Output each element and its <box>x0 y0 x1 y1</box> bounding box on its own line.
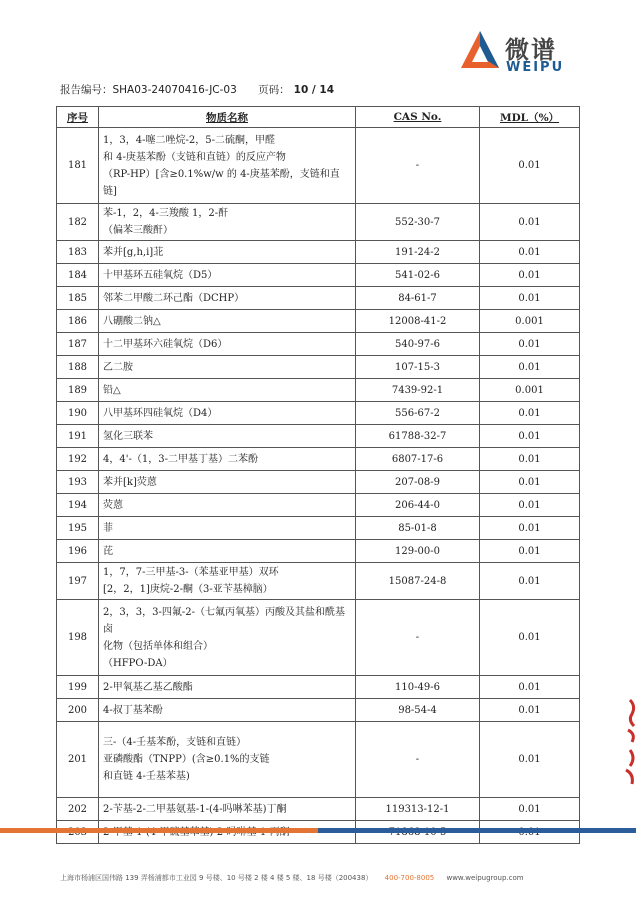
row-number: 194 <box>57 494 99 517</box>
substance-name <box>99 264 356 287</box>
cas-number: 6807-17-6 <box>356 448 480 471</box>
row-number: 184 <box>57 264 99 287</box>
mdl-value: 0.01 <box>480 402 580 425</box>
substance-name-line: 2-甲氧基乙基乙酸酯 <box>103 681 193 693</box>
mdl-value: 0.01 <box>480 204 580 241</box>
substance-name <box>99 448 356 471</box>
substance-name-line: 荧蒽 <box>103 499 123 511</box>
substance-name-line: 1，3，4-噻二唑烷-2，5-二硫酮，甲醛 <box>103 134 275 146</box>
mdl-value: 0.01 <box>480 600 580 676</box>
cas-number: 84-61-7 <box>356 287 480 310</box>
substance-name-line: 三-（4-壬基苯酚，支链和直链） <box>103 737 247 748</box>
substance-name <box>99 798 356 821</box>
substance-name-line: 邻苯二甲酸二环己酯（DCHP） <box>103 292 245 304</box>
footer-website: www.weipugroup.com <box>446 874 524 882</box>
cas-number: 541-02-6 <box>356 264 480 287</box>
header-mdl: MDL（%） <box>480 107 580 128</box>
company-logo <box>458 28 578 78</box>
row-number: 185 <box>57 287 99 310</box>
table-row <box>57 471 580 494</box>
cas-number: 129-00-0 <box>356 540 480 563</box>
table-row <box>57 699 580 722</box>
mdl-value: 0.01 <box>480 448 580 471</box>
row-number: 197 <box>57 563 99 600</box>
mdl-value: 0.01 <box>480 287 580 310</box>
substance-name <box>99 425 356 448</box>
cas-number: 12008-41-2 <box>356 310 480 333</box>
row-number: 199 <box>57 676 99 699</box>
row-number: 201 <box>57 722 99 798</box>
mdl-value: 0.01 <box>480 471 580 494</box>
substance-name-line: 八甲基环四硅氧烷（D4） <box>103 407 218 419</box>
cas-number: 191-24-2 <box>356 241 480 264</box>
substance-name-line: 菲 <box>103 522 113 534</box>
report-header <box>60 82 334 97</box>
mdl-value: 0.01 <box>480 333 580 356</box>
row-number: 188 <box>57 356 99 379</box>
mdl-value: 0.001 <box>480 379 580 402</box>
table-row <box>57 264 580 287</box>
substance-name <box>99 204 356 241</box>
table-row <box>57 722 580 798</box>
substance-name <box>99 676 356 699</box>
table-row <box>57 379 580 402</box>
table-row <box>57 798 580 821</box>
substance-name-line: 化物（包括单体和组合） <box>103 640 213 652</box>
table-row <box>57 600 580 676</box>
mdl-value: 0.01 <box>480 540 580 563</box>
report-number: SHA03-24070416-JC-03 <box>112 84 237 96</box>
cas-number: 206-44-0 <box>356 494 480 517</box>
row-number: 198 <box>57 600 99 676</box>
substance-name <box>99 540 356 563</box>
seal-stamp-edge <box>618 690 636 790</box>
substance-name-line: 和 4-庚基苯酚（支链和直链）的反应产物 <box>103 151 286 163</box>
table-row <box>57 356 580 379</box>
cas-number: 107-15-3 <box>356 356 480 379</box>
header-substance: 物质名称 <box>99 107 356 128</box>
substance-name <box>99 241 356 264</box>
substance-name <box>99 600 356 676</box>
substance-name-line: 苯并[g,h,i]苝 <box>103 246 164 258</box>
table-row <box>57 563 580 600</box>
mdl-value: 0.01 <box>480 798 580 821</box>
table-row <box>57 540 580 563</box>
row-number: 192 <box>57 448 99 471</box>
footer <box>60 873 524 883</box>
substance-name <box>99 699 356 722</box>
logo-mark-icon <box>458 28 502 72</box>
footer-phone: 400-700-8005 <box>384 874 435 882</box>
table-row <box>57 310 580 333</box>
substance-name <box>99 722 356 798</box>
mdl-value: 0.01 <box>480 563 580 600</box>
row-number: 195 <box>57 517 99 540</box>
mdl-value: 0.01 <box>480 241 580 264</box>
substance-name-line: （RP-HP）[含≥0.1%w/w 的 4-庚基苯酚，支链和直链] <box>103 168 340 197</box>
table-row <box>57 128 580 204</box>
row-number: 182 <box>57 204 99 241</box>
substance-name-line: 十甲基环五硅氧烷（D5） <box>103 269 218 281</box>
substance-name-line: 1，7，7-三甲基-3-（苯基亚甲基）双环 <box>103 567 279 578</box>
row-number: 183 <box>57 241 99 264</box>
mdl-value: 0.01 <box>480 425 580 448</box>
cas-number: - <box>356 600 480 676</box>
substance-name-line: 4，4'-（1，3-二甲基丁基）二苯酚 <box>103 453 258 465</box>
substance-name <box>99 379 356 402</box>
row-number: 200 <box>57 699 99 722</box>
logo-chinese-text: 微谱 <box>505 36 557 64</box>
substance-name-line: 芘 <box>103 545 113 557</box>
page-label: 页码： <box>258 84 290 96</box>
substance-name <box>99 494 356 517</box>
row-number: 196 <box>57 540 99 563</box>
row-number: 191 <box>57 425 99 448</box>
row-number: 186 <box>57 310 99 333</box>
row-number: 189 <box>57 379 99 402</box>
table-row <box>57 448 580 471</box>
substance-name-line: 乙二胺 <box>103 361 133 373</box>
table-row <box>57 517 580 540</box>
substance-name <box>99 128 356 204</box>
cas-number: 119313-12-1 <box>356 798 480 821</box>
substance-name-line: 2，3，3，3-四氟-2-（七氟丙氧基）丙酸及其盐和酰基卤 <box>103 606 345 635</box>
substance-name-line: 铅△ <box>103 384 121 396</box>
substance-name-line: 2-苄基-2-二甲基氨基-1-(4-吗啉苯基)丁酮 <box>103 803 287 815</box>
cas-number: - <box>356 128 480 204</box>
cas-number: - <box>356 722 480 798</box>
mdl-value: 0.01 <box>480 722 580 798</box>
substance-name <box>99 471 356 494</box>
cas-number: 61788-32-7 <box>356 425 480 448</box>
cas-number: 540-97-6 <box>356 333 480 356</box>
cas-number: 7439-92-1 <box>356 379 480 402</box>
table-body <box>57 128 580 844</box>
substance-name-line: 十二甲基环六硅氧烷（D6） <box>103 338 228 350</box>
cas-number: 556-67-2 <box>356 402 480 425</box>
mdl-value: 0.001 <box>480 310 580 333</box>
substance-name-line: 4-叔丁基苯酚 <box>103 704 163 716</box>
mdl-value: 0.01 <box>480 356 580 379</box>
table-row <box>57 204 580 241</box>
table-row <box>57 494 580 517</box>
mdl-value: 0.01 <box>480 676 580 699</box>
footer-color-bar <box>0 828 636 833</box>
substance-name-line: 亚磷酸酯（TNPP）(含≥0.1%的支链 <box>103 754 270 765</box>
substance-name-line: [2，2，1]庚烷-2-酮（3-亚苄基樟脑） <box>103 584 273 595</box>
header-cas: CAS No. <box>356 107 480 128</box>
table-row <box>57 241 580 264</box>
page-number: 10 / 14 <box>293 84 335 96</box>
cas-number: 85-01-8 <box>356 517 480 540</box>
mdl-value: 0.01 <box>480 494 580 517</box>
row-number: 202 <box>57 798 99 821</box>
cas-number: 98-54-4 <box>356 699 480 722</box>
table-row <box>57 402 580 425</box>
substance-table <box>56 106 580 844</box>
table-row <box>57 676 580 699</box>
cas-number: 552-30-7 <box>356 204 480 241</box>
table-row <box>57 425 580 448</box>
substance-name-line: （偏苯三酸酐） <box>103 225 173 236</box>
mdl-value: 0.01 <box>480 517 580 540</box>
substance-name-line: 氢化三联苯 <box>103 430 153 442</box>
row-number: 181 <box>57 128 99 204</box>
cas-number: 207-08-9 <box>356 471 480 494</box>
row-number: 190 <box>57 402 99 425</box>
row-number: 193 <box>57 471 99 494</box>
header-no: 序号 <box>57 107 99 128</box>
cas-number: 15087-24-8 <box>356 563 480 600</box>
substance-name <box>99 310 356 333</box>
table-row <box>57 333 580 356</box>
cas-number: 110-49-6 <box>356 676 480 699</box>
substance-name-line: （HFPO-DA） <box>103 657 173 669</box>
substance-name <box>99 287 356 310</box>
mdl-value: 0.01 <box>480 128 580 204</box>
substance-name <box>99 517 356 540</box>
substance-name <box>99 563 356 600</box>
substance-name-line: 苯-1，2，4-三羧酸 1，2-酐 <box>103 208 229 219</box>
substance-name <box>99 356 356 379</box>
logo-english-text: WEIPU <box>506 60 565 75</box>
substance-name-line: 苯并[k]荧蒽 <box>103 476 157 488</box>
substance-name-line: 八硼酸二钠△ <box>103 315 161 327</box>
footer-address: 上海市杨浦区国伟路 139 弄杨浦都市工业园 9 号楼、10 号楼 2 楼 4 楼 5 楼、18 号楼（200438） <box>60 874 373 882</box>
row-number: 187 <box>57 333 99 356</box>
report-number-label: 报告编号： <box>60 84 113 96</box>
mdl-value: 0.01 <box>480 699 580 722</box>
substance-name <box>99 333 356 356</box>
substance-name <box>99 402 356 425</box>
mdl-value: 0.01 <box>480 264 580 287</box>
table-row <box>57 287 580 310</box>
table-header-row <box>57 107 580 128</box>
substance-name-line: 和直链 4-壬基苯基) <box>103 771 190 782</box>
